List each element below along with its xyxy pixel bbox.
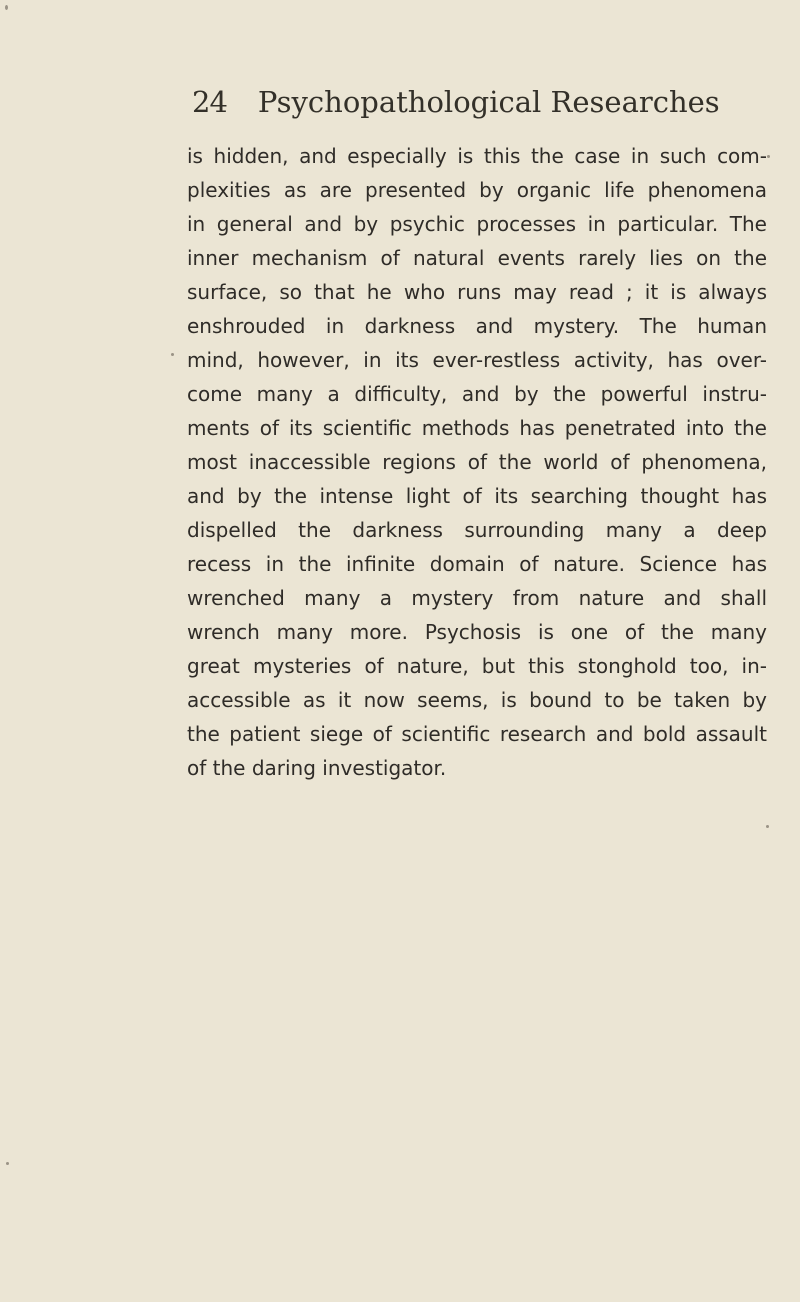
running-title: Psychopathological Researches	[257, 85, 720, 119]
text-line: wrenched many a mystery from nature and shall	[187, 586, 767, 610]
text-line: plexities as are presented by organic life phenomena	[187, 178, 767, 202]
text-line: surface, so that he who runs may read ; it is always	[187, 280, 767, 304]
text-line: is hidden, and especially is this the case in such com-	[187, 144, 767, 168]
text-line: wrench many more. Psychosis is one of the many	[187, 620, 767, 644]
text-line: in general and by psychic processes in particular. The	[187, 212, 767, 236]
paper-speck	[5, 5, 8, 10]
text-line: inner mechanism of natural events rarely lies on the	[187, 246, 767, 270]
paper-speck	[171, 353, 174, 356]
text-line-last: of the daring investigator.	[187, 756, 447, 780]
text-line: ments of its scientific methods has penetrated into the	[187, 416, 767, 440]
text-line: dispelled the darkness surrounding many a deep	[187, 518, 767, 542]
paper-speck	[6, 1162, 9, 1165]
text-line: come many a difficulty, and by the powerful instru-	[187, 382, 767, 406]
page-header	[192, 85, 720, 129]
text-line: mind, however, in its ever-restless activity, has over-	[187, 348, 767, 372]
paper-speck	[766, 825, 769, 828]
text-line: enshrouded in darkness and mystery. The human	[187, 314, 767, 338]
text-line: great mysteries of nature, but this stonghold too, in-	[187, 654, 767, 678]
body-paragraph	[187, 139, 767, 785]
text-line: most inaccessible regions of the world of phenomena,	[187, 450, 767, 474]
text-line: recess in the infinite domain of nature. Science has	[187, 552, 767, 576]
page-number: 24	[192, 85, 227, 119]
paper-speck	[767, 155, 770, 158]
text-line: accessible as it now seems, is bound to be taken by	[187, 688, 767, 712]
text-line: and by the intense light of its searching thought has	[187, 484, 767, 508]
text-line: the patient siege of scientific research and bold assault	[187, 722, 767, 746]
